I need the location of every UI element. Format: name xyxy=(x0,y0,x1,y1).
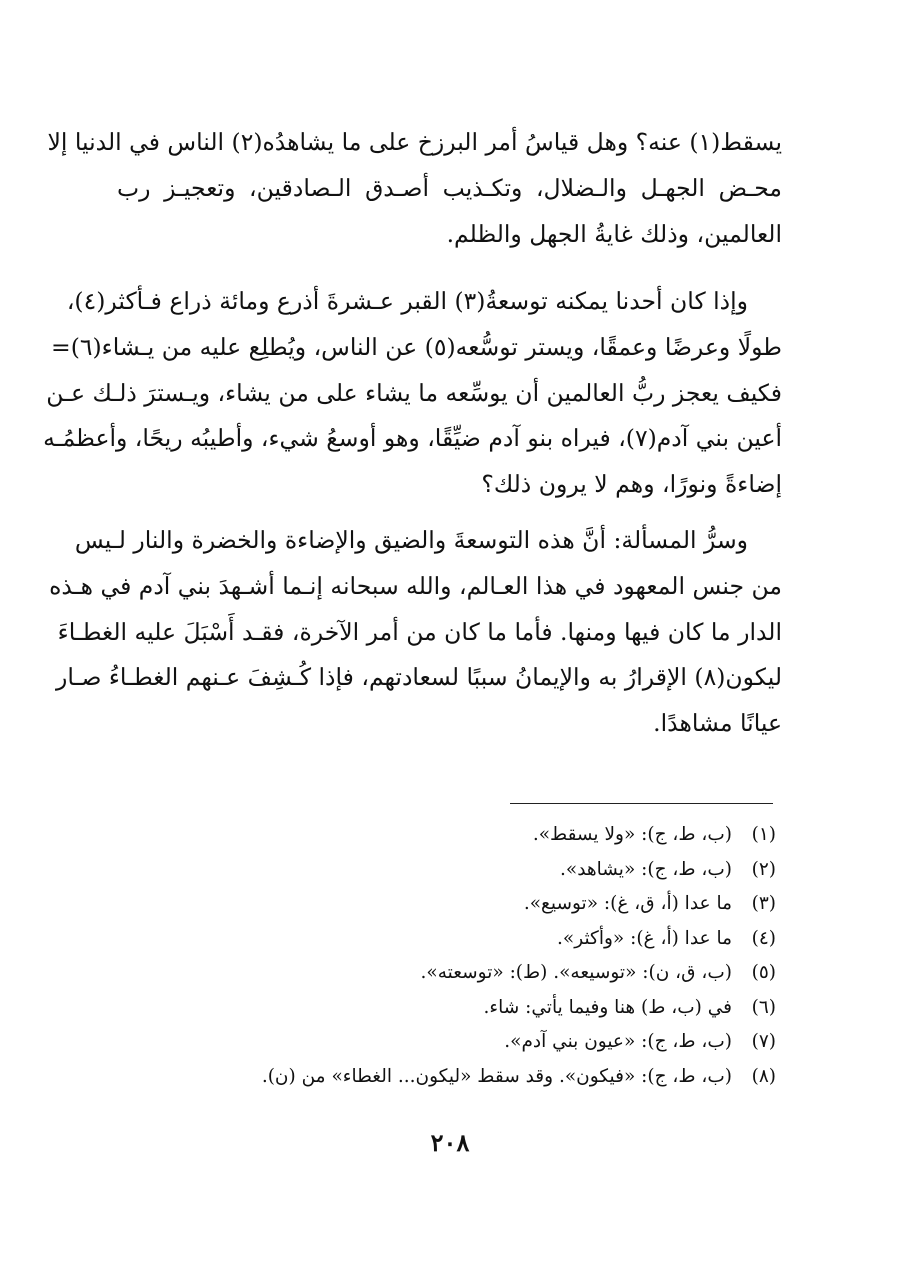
footnote-text: (ب، ط، ج): «ولا يسقط». xyxy=(532,824,732,845)
footnote-text: (ب، ط، ج): «يشاهد». xyxy=(560,858,732,880)
footnote-text: (ب، ق، ن): «توسيعه». (ط): «توسعته». xyxy=(420,962,732,983)
paragraph-line: الدار ما كان فيها ومنها. فأما ما كان من أمر الآخرة، فقـد أَسْبَلَ عليه الغطـاءَ xyxy=(57,617,782,646)
paragraph-line: ليكون(٨) الإقرارُ به والإيمانُ سببًا لسعادتهم، فإذا كُـشِفَ عـنهم الغطـاءُ صـار xyxy=(56,663,782,692)
paragraph-line: إضاءةً ونورًا، وهم لا يرون ذلك؟ xyxy=(481,470,782,499)
paragraph-3 xyxy=(49,518,782,747)
paragraph-line: من جنس المعهود في هذا العـالم، والله سبحانه إنـما أشـهدَ بني آدم في هـذه xyxy=(49,571,782,600)
footnote-number: (٦) xyxy=(751,996,776,1018)
paragraph-line: طولًا وعرضًا وعمقًا، ويستر توسُّعه(٥) عن الناس، ويُطلِع عليه من يـشاء(٦)= xyxy=(51,332,782,361)
footnote-item xyxy=(136,956,776,991)
paragraph-line: محـض الجهـل والـضلال، وتكـذيب أصـدق الـصادقين، وتعجيـز رب xyxy=(117,173,782,202)
footnote-text: (ب، ط، ج): «عيون بني آدم». xyxy=(504,1031,732,1052)
footnote-text: ما عدا (أ، ق، غ): «توسيع». xyxy=(523,893,732,914)
paragraph-line: وإذا كان أحدنا يمكنه توسعةُ(٣) القبر عـشرةَ أذرع ومائة ذراع فـأكثر(٤)، xyxy=(66,287,748,315)
footnote-separator xyxy=(510,803,773,804)
footnote-number: (٧) xyxy=(751,1031,776,1052)
paragraph-line: فكيف يعجز ربُّ العالمين أن يوسِّعه ما يشاء على من يشاء، ويـسترَ ذلـك عـن xyxy=(46,378,782,407)
footnote-number: (٤) xyxy=(751,927,776,949)
footnote-number: (٢) xyxy=(751,858,776,880)
footnotes-list xyxy=(136,818,776,1094)
paragraph-line: أعين بني آدم(٧)، فيراه بنو آدم ضيِّقًا، وهو أوسعُ شيء، وأطيبُه ريحًا، وأعظمُـه xyxy=(43,424,782,453)
footnote-item xyxy=(136,991,776,1026)
footnote-number: (٨) xyxy=(751,1065,776,1087)
paragraph-line: عيانًا مشاهدًا. xyxy=(653,709,782,738)
footnote-text: (ب، ط، ج): «فيكون». وقد سقط «ليكون... الغطاء» من (ن). xyxy=(261,1065,732,1087)
paragraph-line: يسقط(١) عنه؟ وهل قياسُ أمر البرزخ على ما يشاهدُه(٢) الناس في الدنيا إلا xyxy=(47,128,782,156)
footnote-item xyxy=(136,887,776,922)
paragraph-line: وسرُّ المسألة: أنَّ هذه التوسعةَ والضيق والإضاءة والخضرة والنار لـيس xyxy=(74,526,748,554)
footnote-item xyxy=(136,853,776,888)
page-number: ٢٠٨ xyxy=(430,1128,470,1157)
paragraph-2 xyxy=(43,279,782,508)
footnote-text: في (ب، ط) هنا وفيما يأتي: شاء. xyxy=(483,996,732,1018)
footnote-number: (٥) xyxy=(751,962,776,983)
footnote-item xyxy=(136,818,776,853)
footnote-item xyxy=(136,922,776,957)
footnote-item xyxy=(136,1060,776,1095)
footnote-number: (١) xyxy=(751,824,776,845)
footnote-number: (٣) xyxy=(751,893,776,914)
paragraph-1 xyxy=(47,120,782,257)
footnote-text: ما عدا (أ، غ): «وأكثر». xyxy=(557,927,732,949)
footnote-item xyxy=(136,1025,776,1060)
paragraph-line: العالمين، وذلك غايةُ الجهل والظلم. xyxy=(446,219,782,248)
